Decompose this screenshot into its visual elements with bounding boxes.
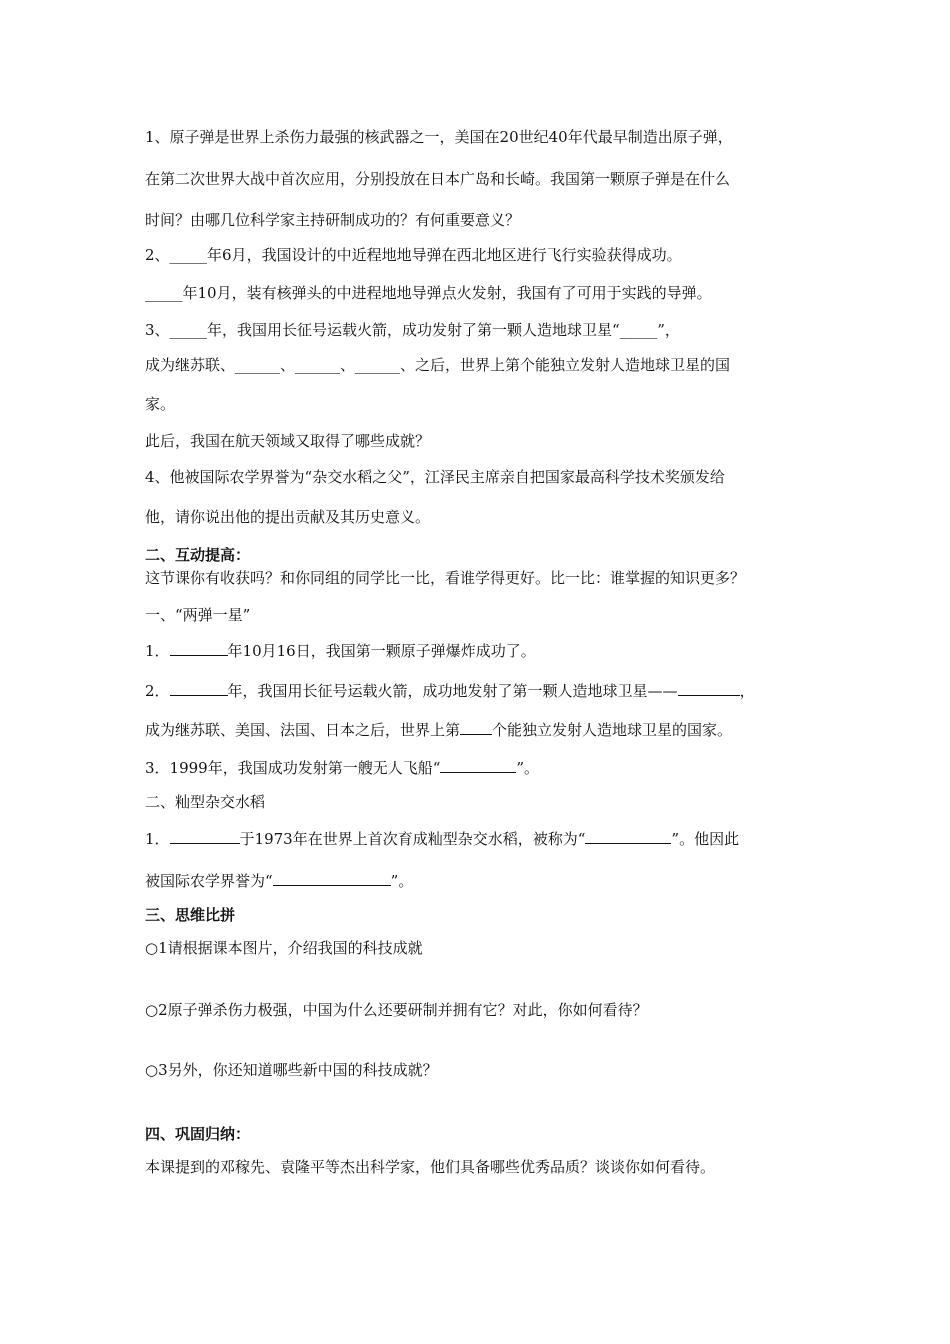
question-4-line-2-text: 被国际农学界誉为“ xyxy=(145,872,273,890)
review-line-4: 2、_____年6月，我国设计的中近程地地导弹在西北地区进行飞行实验获得成功。 xyxy=(145,246,682,264)
thinking-item-3: ○3另外，你还知道哪些新中国的科技成就？ xyxy=(145,1061,438,1079)
interactive-heading: 二、互动提高： xyxy=(145,546,251,564)
review-line-9: 此后，我国在航天领域又取得了哪些成就？ xyxy=(145,432,431,450)
question-1 xyxy=(145,640,536,661)
answer-blank[interactable] xyxy=(273,870,391,886)
question-2-line-2-text: 成为继苏联、美国、法国、日本之后，世界上第 xyxy=(145,721,461,739)
question-3 xyxy=(145,757,539,778)
question-4 xyxy=(145,828,739,849)
review-line-2: 在第二次世界大战中首次应用，分别投放在日本广岛和长崎。我国第一颗原子弹是在什么 xyxy=(145,170,731,188)
question-2-text: 年，我国用长征号运载火箭，成功地发射了第一颗人造地球卫星—— xyxy=(227,682,678,700)
summary-text: 本课提到的邓稼先、袁隆平等杰出科学家，他们具备哪些优秀品质？谈谈你如何看待。 xyxy=(145,1158,716,1176)
question-4-line-2-end: ”。 xyxy=(390,872,414,890)
question-4-end: ”。他因此 xyxy=(671,830,740,848)
review-line-3: 时间？由哪几位科学家主持研制成功的？有何重要意义？ xyxy=(145,211,521,229)
question-2-comma: ， xyxy=(739,682,755,700)
question-2-line-2-end: 个能独立发射人造地球卫星的国家。 xyxy=(492,721,733,739)
thinking-item-2: ○2原子弹杀伤力极强，中国为什么还要研制并拥有它？对此，你如何看待？ xyxy=(145,1001,648,1019)
question-2 xyxy=(145,680,755,701)
summary-heading: 四、巩固归纳： xyxy=(145,1125,251,1143)
answer-blank[interactable] xyxy=(678,680,740,696)
question-2-number: 2． xyxy=(145,682,170,700)
question-2-line-2 xyxy=(145,719,732,740)
subsection-two-bombs-one-star: 一、“两弹一星” xyxy=(145,606,251,624)
subsection-hybrid-rice: 二、籼型杂交水稻 xyxy=(145,793,266,811)
answer-blank[interactable] xyxy=(170,640,228,656)
question-4-number: 1． xyxy=(145,830,170,848)
thinking-heading: 三、思维比拼 xyxy=(145,906,236,924)
review-line-6: 3、_____年，我国用长征号运载火箭，成功发射了第一颗人造地球卫星“_____”， xyxy=(145,321,680,339)
answer-blank[interactable] xyxy=(170,680,228,696)
thinking-item-1: ○1请根据课本图片，介绍我国的科技成就 xyxy=(145,939,423,957)
question-1-text: 年10月16日，我国第一颗原子弹爆炸成功了。 xyxy=(227,642,536,660)
question-4-text: 于1973年在世界上首次育成籼型杂交水稻，被称为“ xyxy=(239,830,586,848)
question-3-end: ”。 xyxy=(516,759,540,777)
answer-blank[interactable] xyxy=(440,757,516,773)
question-3-text: 3．1999年，我国成功发射第一艘无人飞船“ xyxy=(145,759,441,777)
review-line-1: 1、原子弹是世界上杀伤力最强的核武器之一，美国在20世纪40年代最早制造出原子弹， xyxy=(145,128,733,146)
answer-blank[interactable] xyxy=(585,828,671,844)
review-line-10: 4、他被国际农学界誉为“杂交水稻之父”，江泽民主席亲自把国家最高科学技术奖颁发给 xyxy=(145,468,725,486)
question-1-number: 1． xyxy=(145,642,170,660)
review-line-7: 成为继苏联、______、______、______、之后，世界上第个能独立发射人造地球卫星的国 xyxy=(145,356,731,374)
answer-blank[interactable] xyxy=(170,828,240,844)
question-4-line-2 xyxy=(145,870,413,891)
review-line-8: 家。 xyxy=(145,395,176,413)
interactive-intro: 这节课你有收获吗？和你同组的同学比一比，看谁学得更好。比一比：谁掌握的知识更多？ xyxy=(145,569,746,587)
review-line-5: _____年10月，装有核弹头的中进程地地导弹点火发射，我国有了可用于实践的导弹。 xyxy=(145,284,712,302)
review-line-11: 他，请你说出他的提出贡献及其历史意义。 xyxy=(145,508,431,526)
answer-blank[interactable] xyxy=(460,719,492,735)
